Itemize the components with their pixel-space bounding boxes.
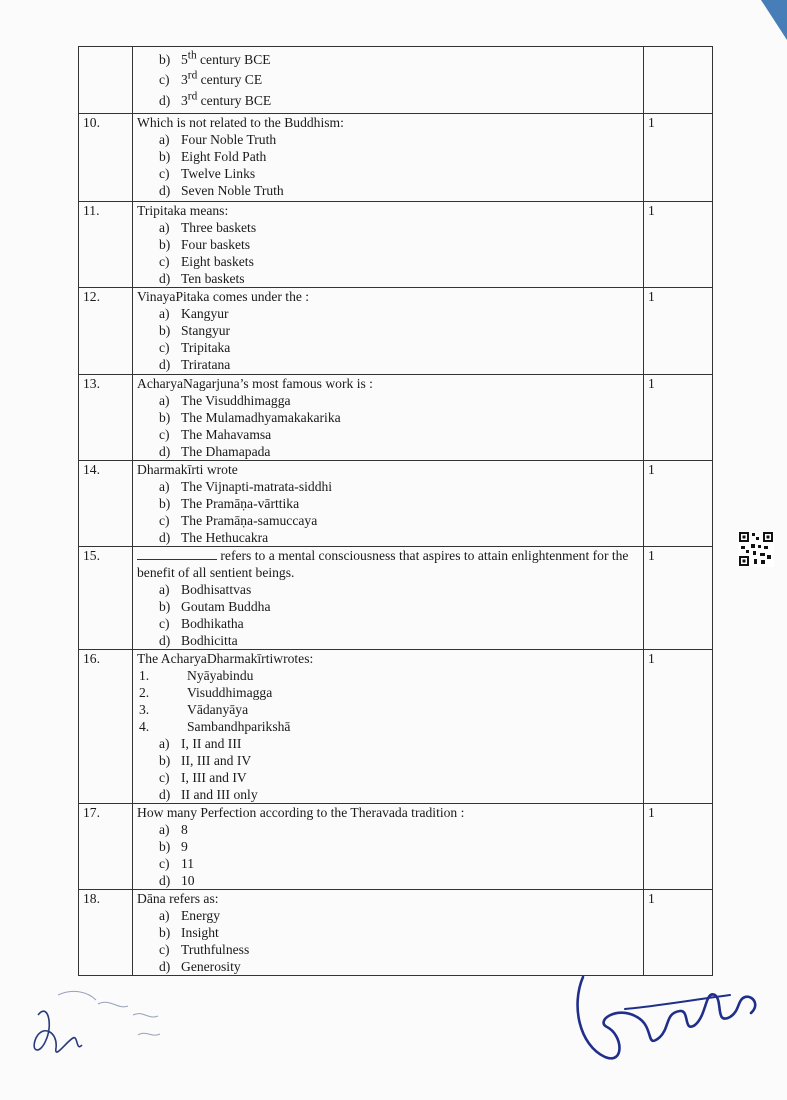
option-text: Stangyur	[181, 323, 231, 338]
option-text: Truthfulness	[181, 942, 250, 957]
statement-item	[139, 718, 639, 735]
option-item	[159, 512, 639, 529]
option-letter: a)	[159, 132, 170, 147]
marks-cell: 1	[644, 804, 713, 890]
question-number: 10.	[79, 114, 133, 202]
option-item	[159, 47, 639, 68]
option-text: 10	[181, 873, 195, 888]
question-text: How many Perfection according to the Theravada tradition :	[137, 805, 465, 820]
option-text: Bodhikatha	[181, 616, 244, 631]
question-number: 12.	[79, 288, 133, 375]
option-item	[159, 941, 639, 958]
option-item	[159, 219, 639, 236]
question-text: VinayaPitaka comes under the :	[137, 289, 310, 304]
option-text: 5th century BCE	[181, 49, 271, 67]
option-item	[159, 392, 639, 409]
option-letter: a)	[159, 479, 170, 494]
option-letter: b)	[159, 925, 171, 940]
question-row	[79, 202, 713, 288]
option-letter: a)	[159, 393, 170, 408]
option-item	[159, 270, 639, 287]
statement-item	[139, 701, 639, 718]
option-text: Bodhicitta	[181, 633, 238, 648]
statement-text: Vādanyāya	[187, 702, 249, 717]
option-item	[159, 322, 639, 339]
option-text: Insight	[181, 925, 219, 940]
option-letter: b)	[159, 599, 171, 614]
option-item	[159, 478, 639, 495]
option-text: 3rd century BCE	[181, 90, 272, 108]
question-number: 17.	[79, 804, 133, 890]
question-number: 13.	[79, 375, 133, 461]
option-letter: d)	[159, 787, 171, 802]
marks-cell: 1	[644, 547, 713, 650]
option-letter: c)	[159, 254, 170, 269]
question-cell	[133, 47, 644, 114]
option-letter: a)	[159, 908, 170, 923]
question-cell	[133, 461, 644, 547]
marks-cell: 1	[644, 202, 713, 288]
option-letter: d)	[159, 183, 171, 198]
question-text-body: refers to a mental consciousness that aspires to attain enlightenment for the benefit of all sentient beings.	[137, 548, 629, 580]
question-text: Dharmakīrti wrote	[137, 462, 238, 477]
signature-right-image	[565, 965, 780, 1075]
question-number: 11.	[79, 202, 133, 288]
option-text: 11	[181, 856, 195, 871]
option-letter: a)	[159, 306, 170, 321]
statement-number: 3.	[139, 702, 150, 717]
option-letter: c)	[159, 340, 170, 355]
option-item	[159, 735, 639, 752]
marks-cell: 1	[644, 375, 713, 461]
option-text: Energy	[181, 908, 221, 923]
question-row	[79, 461, 713, 547]
statement-number: 2.	[139, 685, 150, 700]
option-item	[159, 356, 639, 373]
option-text: 3rd century CE	[181, 69, 263, 88]
question-number	[79, 47, 133, 114]
option-letter: c)	[159, 166, 170, 181]
option-item	[159, 131, 639, 148]
option-letter: d)	[159, 271, 171, 286]
option-text: The Pramāṇa-vārttika	[181, 496, 300, 511]
question-text: AcharyaNagarjuna’s most famous work is :	[137, 376, 373, 391]
question-row	[79, 47, 713, 114]
option-item	[159, 924, 639, 941]
statement-item	[139, 684, 639, 701]
option-letter: c)	[159, 770, 170, 785]
marks-cell: 1	[644, 288, 713, 375]
question-number: 18.	[79, 890, 133, 976]
answer-blank	[137, 547, 217, 560]
option-letter: b)	[159, 839, 171, 854]
option-letter: a)	[159, 220, 170, 235]
option-text: Eight Fold Path	[181, 149, 267, 164]
question-cell	[133, 375, 644, 461]
signature-left-image	[18, 980, 188, 1075]
option-letter: c)	[159, 856, 170, 871]
statement-number: 1.	[139, 668, 150, 683]
option-item	[159, 598, 639, 615]
option-letter: d)	[159, 633, 171, 648]
option-letter: b)	[159, 149, 171, 164]
option-text: 9	[181, 839, 188, 854]
option-text: Kangyur	[181, 306, 229, 321]
question-cell	[133, 804, 644, 890]
option-text: Three baskets	[181, 220, 257, 235]
option-item	[159, 907, 639, 924]
option-item	[159, 305, 639, 322]
option-letter: d)	[159, 873, 171, 888]
option-text: II and III only	[181, 787, 258, 802]
option-item	[159, 443, 639, 460]
option-item	[159, 236, 639, 253]
option-letter: b)	[159, 410, 171, 425]
option-text: The Vijnapti-matrata-siddhi	[181, 479, 333, 494]
option-letter: c)	[159, 72, 170, 88]
option-letter: c)	[159, 942, 170, 957]
question-cell	[133, 890, 644, 976]
question-row	[79, 114, 713, 202]
question-cell	[133, 650, 644, 804]
option-item	[159, 855, 639, 872]
option-item	[159, 786, 639, 803]
option-item	[159, 632, 639, 649]
option-text: Generosity	[181, 959, 241, 974]
option-item	[159, 339, 639, 356]
marks-cell	[644, 47, 713, 114]
option-item	[159, 409, 639, 426]
option-item	[159, 615, 639, 632]
option-item	[159, 581, 639, 598]
option-item	[159, 821, 639, 838]
option-item	[159, 838, 639, 855]
option-text: Eight baskets	[181, 254, 254, 269]
option-text: Tripitaka	[181, 340, 231, 355]
option-letter: b)	[159, 753, 171, 768]
option-text: The Pramāṇa-samuccaya	[181, 513, 318, 528]
option-text: Ten baskets	[181, 271, 245, 286]
option-letter: a)	[159, 822, 170, 837]
marks-cell: 1	[644, 114, 713, 202]
question-cell	[133, 288, 644, 375]
marks-cell: 1	[644, 650, 713, 804]
question-row	[79, 890, 713, 976]
option-text: Four baskets	[181, 237, 251, 252]
option-text: The Dhamapada	[181, 444, 271, 459]
question-text: The AcharyaDharmakīrtiwrotes:	[137, 651, 314, 666]
qr-code-icon	[738, 531, 774, 567]
option-letter: c)	[159, 616, 170, 631]
option-letter: b)	[159, 323, 171, 338]
question-row	[79, 547, 713, 650]
option-letter: c)	[159, 513, 170, 528]
statement-text: Visuddhimagga	[187, 685, 273, 700]
option-letter: b)	[159, 237, 171, 252]
option-text: Four Noble Truth	[181, 132, 277, 147]
option-letter: b)	[159, 51, 171, 67]
option-letter: d)	[159, 959, 171, 974]
question-number: 14.	[79, 461, 133, 547]
option-text: The Mahavamsa	[181, 427, 272, 442]
option-letter: d)	[159, 92, 171, 108]
option-item	[159, 88, 639, 109]
option-text: Goutam Buddha	[181, 599, 271, 614]
option-text: The Visuddhimagga	[181, 393, 291, 408]
option-text: Twelve Links	[181, 166, 256, 181]
option-letter: d)	[159, 444, 171, 459]
question-text: Which is not related to the Buddhism:	[137, 115, 344, 130]
question-text	[137, 547, 639, 581]
option-text: The Hethucakra	[181, 530, 269, 545]
option-item	[159, 495, 639, 512]
option-item	[159, 182, 639, 199]
marks-cell: 1	[644, 890, 713, 976]
option-text: Triratana	[181, 357, 231, 372]
option-item	[159, 253, 639, 270]
option-text: Seven Noble Truth	[181, 183, 284, 198]
option-letter: c)	[159, 427, 170, 442]
question-text: Dāna refers as:	[137, 891, 219, 906]
question-cell	[133, 547, 644, 650]
question-row	[79, 288, 713, 375]
option-item	[159, 769, 639, 786]
option-text: 8	[181, 822, 188, 837]
question-number: 16.	[79, 650, 133, 804]
question-row	[79, 650, 713, 804]
option-item	[159, 426, 639, 443]
statement-text: Nyāyabindu	[187, 668, 254, 683]
option-letter: a)	[159, 582, 170, 597]
question-number: 15.	[79, 547, 133, 650]
option-item	[159, 148, 639, 165]
question-cell	[133, 202, 644, 288]
corner-mark	[757, 0, 787, 40]
option-text: II, III and IV	[181, 753, 252, 768]
option-text: Bodhisattvas	[181, 582, 252, 597]
statement-item	[139, 667, 639, 684]
question-row	[79, 375, 713, 461]
question-table	[78, 46, 713, 976]
option-item	[159, 165, 639, 182]
option-text: I, II and III	[181, 736, 242, 751]
option-text: I, III and IV	[181, 770, 247, 785]
option-item	[159, 529, 639, 546]
option-letter: d)	[159, 530, 171, 545]
option-item	[159, 68, 639, 89]
option-item	[159, 752, 639, 769]
option-letter: d)	[159, 357, 171, 372]
option-letter: a)	[159, 736, 170, 751]
option-item	[159, 872, 639, 889]
statement-text: Sambandhparikshā	[187, 719, 291, 734]
option-letter: b)	[159, 496, 171, 511]
marks-cell: 1	[644, 461, 713, 547]
question-row	[79, 804, 713, 890]
statement-number: 4.	[139, 719, 150, 734]
question-cell	[133, 114, 644, 202]
option-text: The Mulamadhyamakakarika	[181, 410, 341, 425]
question-text: Tripitaka means:	[137, 203, 229, 218]
